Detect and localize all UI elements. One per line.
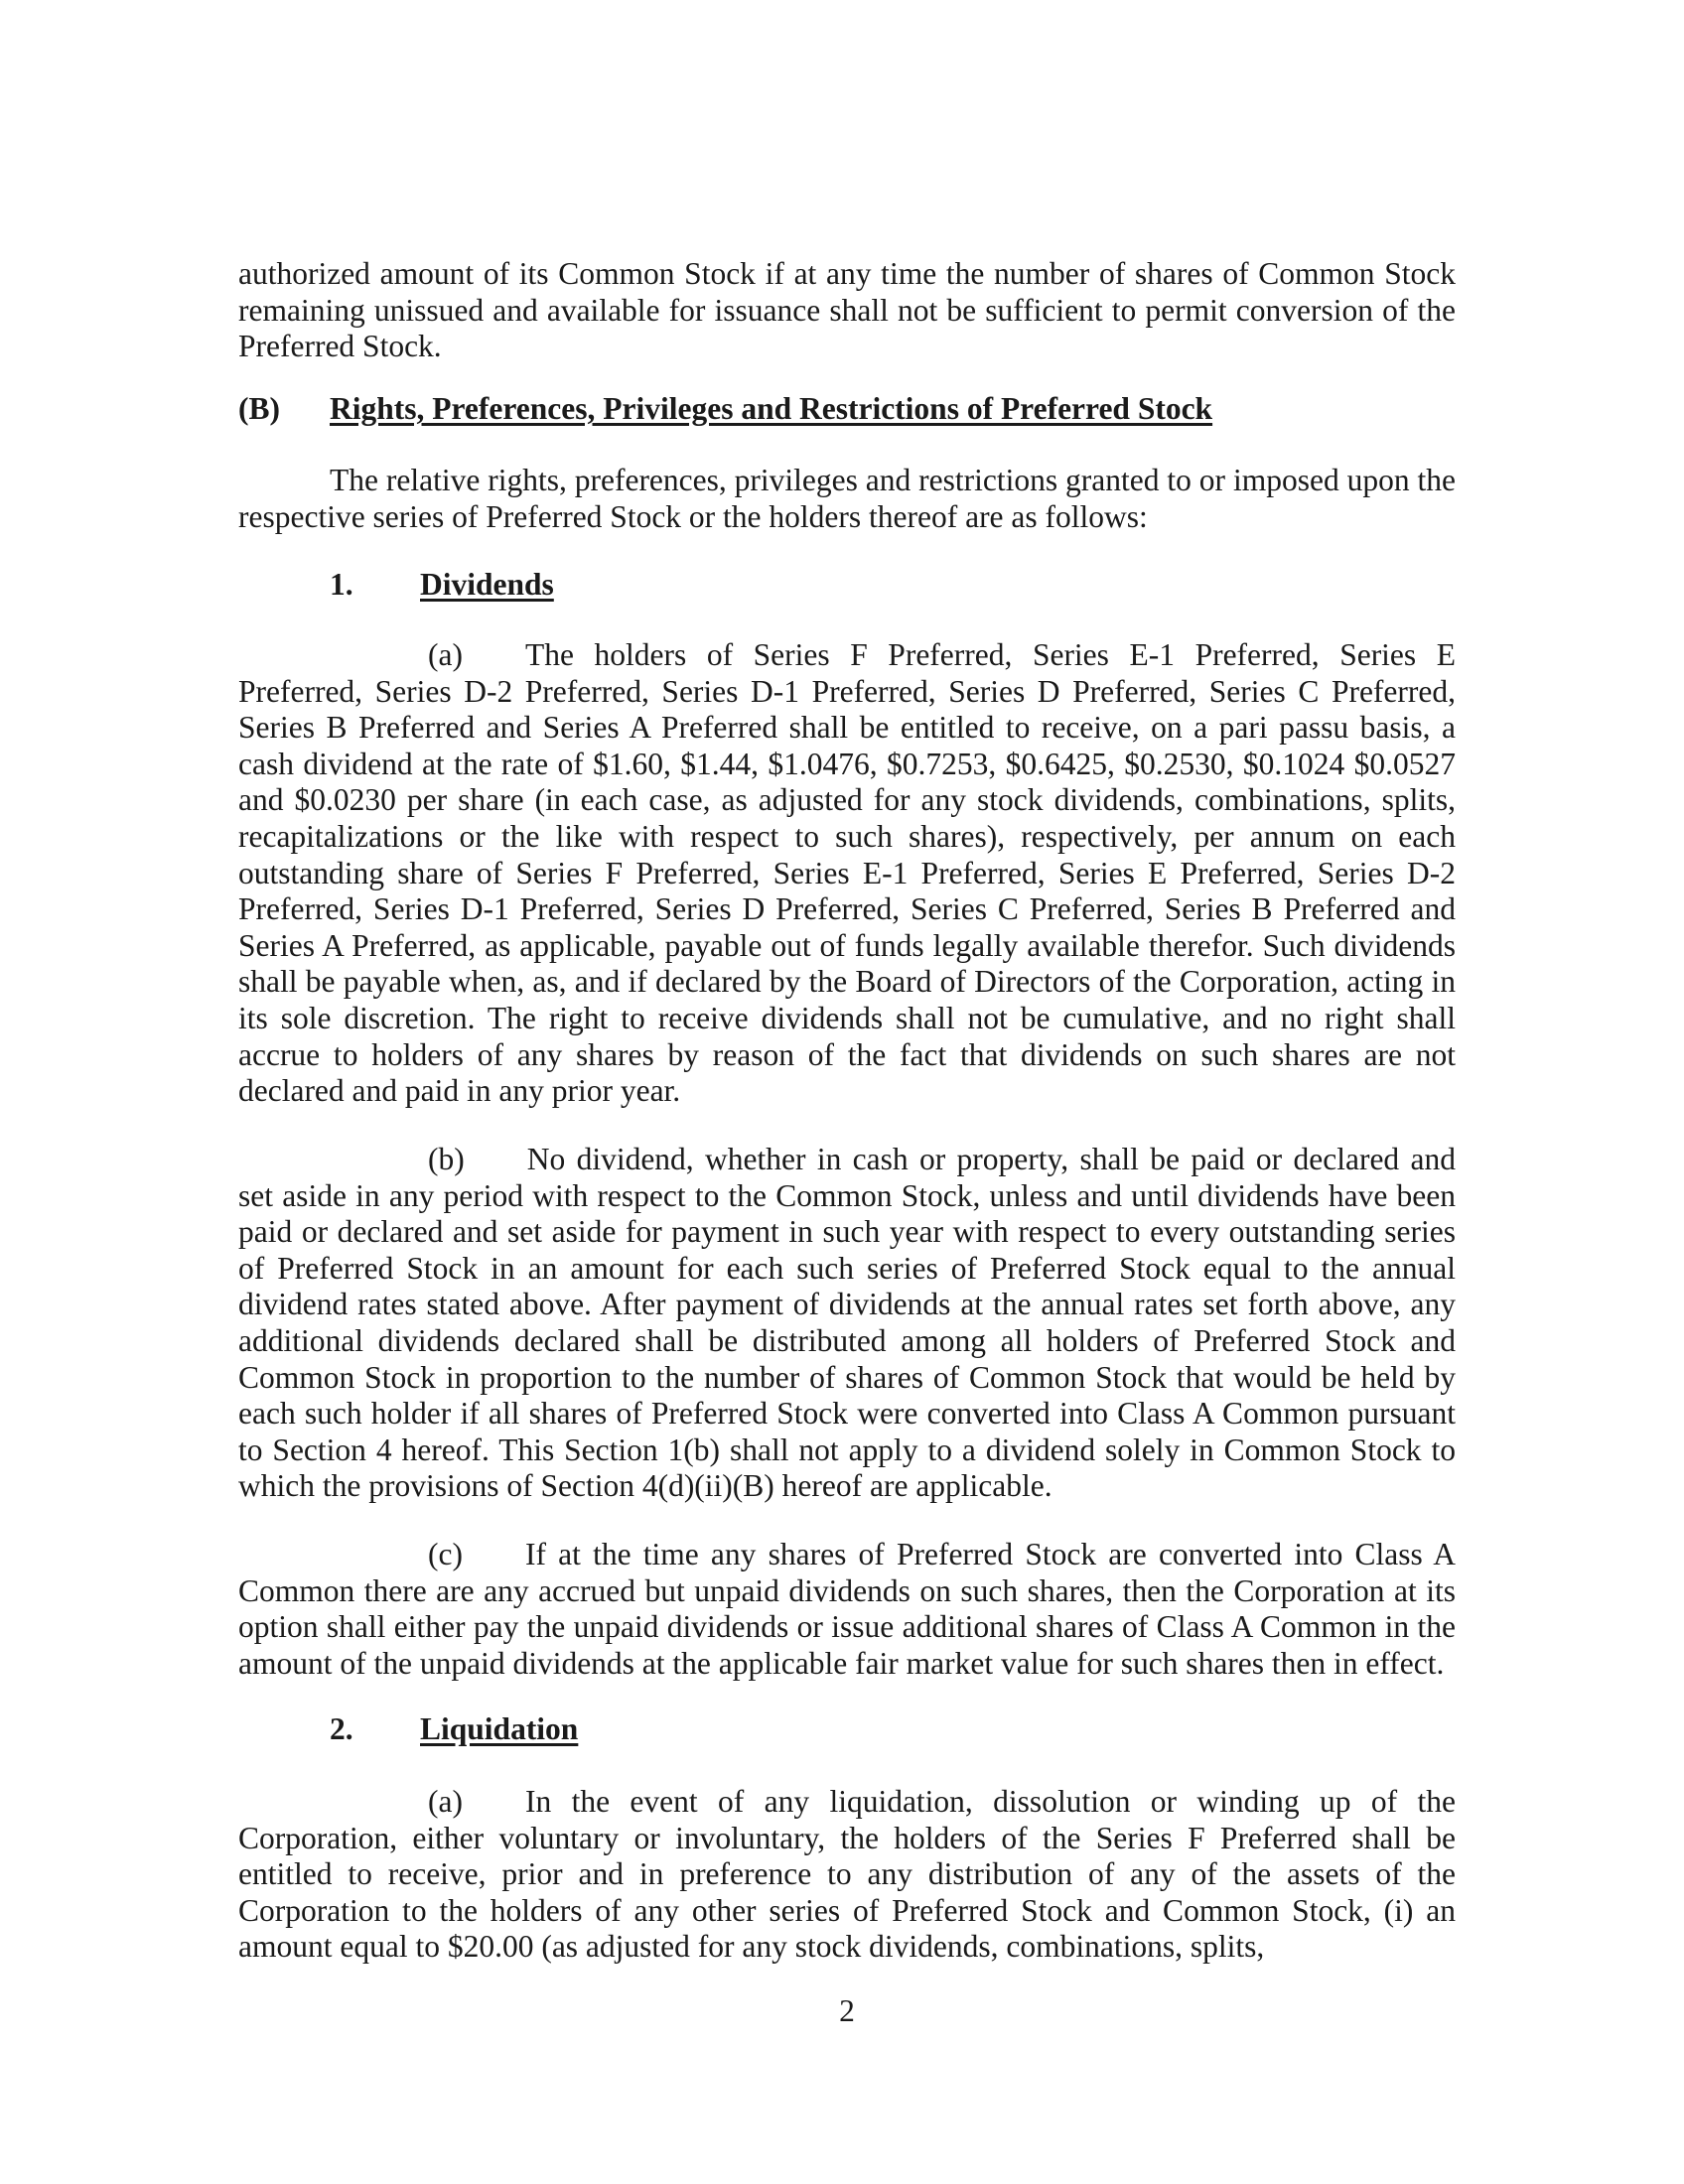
- dividends-paragraph-b: (b) No dividend, whether in cash or property, shall be paid or declared and set aside in any period with respect to the Common Stock, unless and until dividends have been paid or declared and set aside for payment in such year with respect to every outstanding series of Preferred Stock in an amount for each such series of Preferred Stock equal to the annual dividend rates stated above. After payment of dividends at the annual rates set forth above, any additional dividends declared shall be distributed among all holders of Preferred Stock and Common Stock in proportion to the number of shares of Common Stock that would be held by each such holder if all shares of Preferred Stock were converted into Class A Common pursuant to Section 4 hereof. This Section 1(b) shall not apply to a dividend solely in Common Stock to which the provisions of Section 4(d)(ii)(B) hereof are applicable.: [238, 1142, 1456, 1504]
- section-2-heading: [330, 1711, 579, 1748]
- liquidation-paragraph-a: (a) In the event of any liquidation, dissolution or winding up of the Corporation, either voluntary or involuntary, the holders of the Series F Preferred shall be entitled to receive, prior and in preference to any distribution of any of the assets of the Corporation to the holders of any other series of Preferred Stock and Common Stock, (i) an amount equal to $20.00 (as adjusted for any stock dividends, combinations, splits,: [238, 1784, 1456, 1965]
- section-b-label: (B): [238, 391, 280, 426]
- section-b-title: Rights, Preferences, Privileges and Restrictions of Preferred Stock: [330, 391, 1213, 426]
- section-1-number: 1.: [330, 567, 353, 602]
- dividends-paragraph-a: (a) The holders of Series F Preferred, Series E-1 Preferred, Series E Preferred, Series D-2 Preferred, Series D-1 Preferred, Series D Preferred, Series C Preferred, Series B Preferred and Series A Preferred shall be entitled to receive, on a pari passu basis, a cash dividend at the rate of $1.60, $1.44, $1.0476, $0.7253, $0.6425, $0.2530, $0.1024 $0.0527 and $0.0230 per share (in each case, as adjusted for any stock dividends, combinations, splits, recapitalizations or the like with respect to such shares), respectively, per annum on each outstanding share of Series F Preferred, Series E-1 Preferred, Series E Preferred, Series D-2 Preferred, Series D-1 Preferred, Series D Preferred, Series C Preferred, Series B Preferred and Series A Preferred, as applicable, payable out of funds legally available therefor. Such dividends shall be payable when, as, and if declared by the Board of Directors of the Corporation, acting in its sole discretion. The right to receive dividends shall not be cumulative, and no right shall accrue to holders of any shares by reason of the fact that dividends on such shares are not declared and paid in any prior year.: [238, 637, 1456, 1109]
- page-number: 2: [839, 1993, 855, 2028]
- document-page: [238, 0, 1456, 2184]
- section-1-title: Dividends: [420, 567, 554, 602]
- section-b-heading: [238, 391, 1213, 428]
- section-2-title: Liquidation: [420, 1711, 579, 1746]
- section-b-intro: The relative rights, preferences, privileges and restrictions granted to or imposed upon the respective series of Preferred Stock or the holders thereof are as follows:: [238, 463, 1456, 534]
- section-2-number: 2.: [330, 1711, 353, 1746]
- section-1-heading: [330, 567, 554, 604]
- dividends-paragraph-c: (c) If at the time any shares of Preferred Stock are converted into Class A Common there are any accrued but unpaid dividends on such shares, then the Corporation at its option shall either pay the unpaid dividends or issue additional shares of Class A Common in the amount of the unpaid dividends at the applicable fair market value for such shares then in effect.: [238, 1537, 1456, 1681]
- intro-paragraph: authorized amount of its Common Stock if at any time the number of shares of Common Stock remaining unissued and available for issuance shall not be sufficient to permit conversion of the Preferred Stock.: [238, 256, 1456, 364]
